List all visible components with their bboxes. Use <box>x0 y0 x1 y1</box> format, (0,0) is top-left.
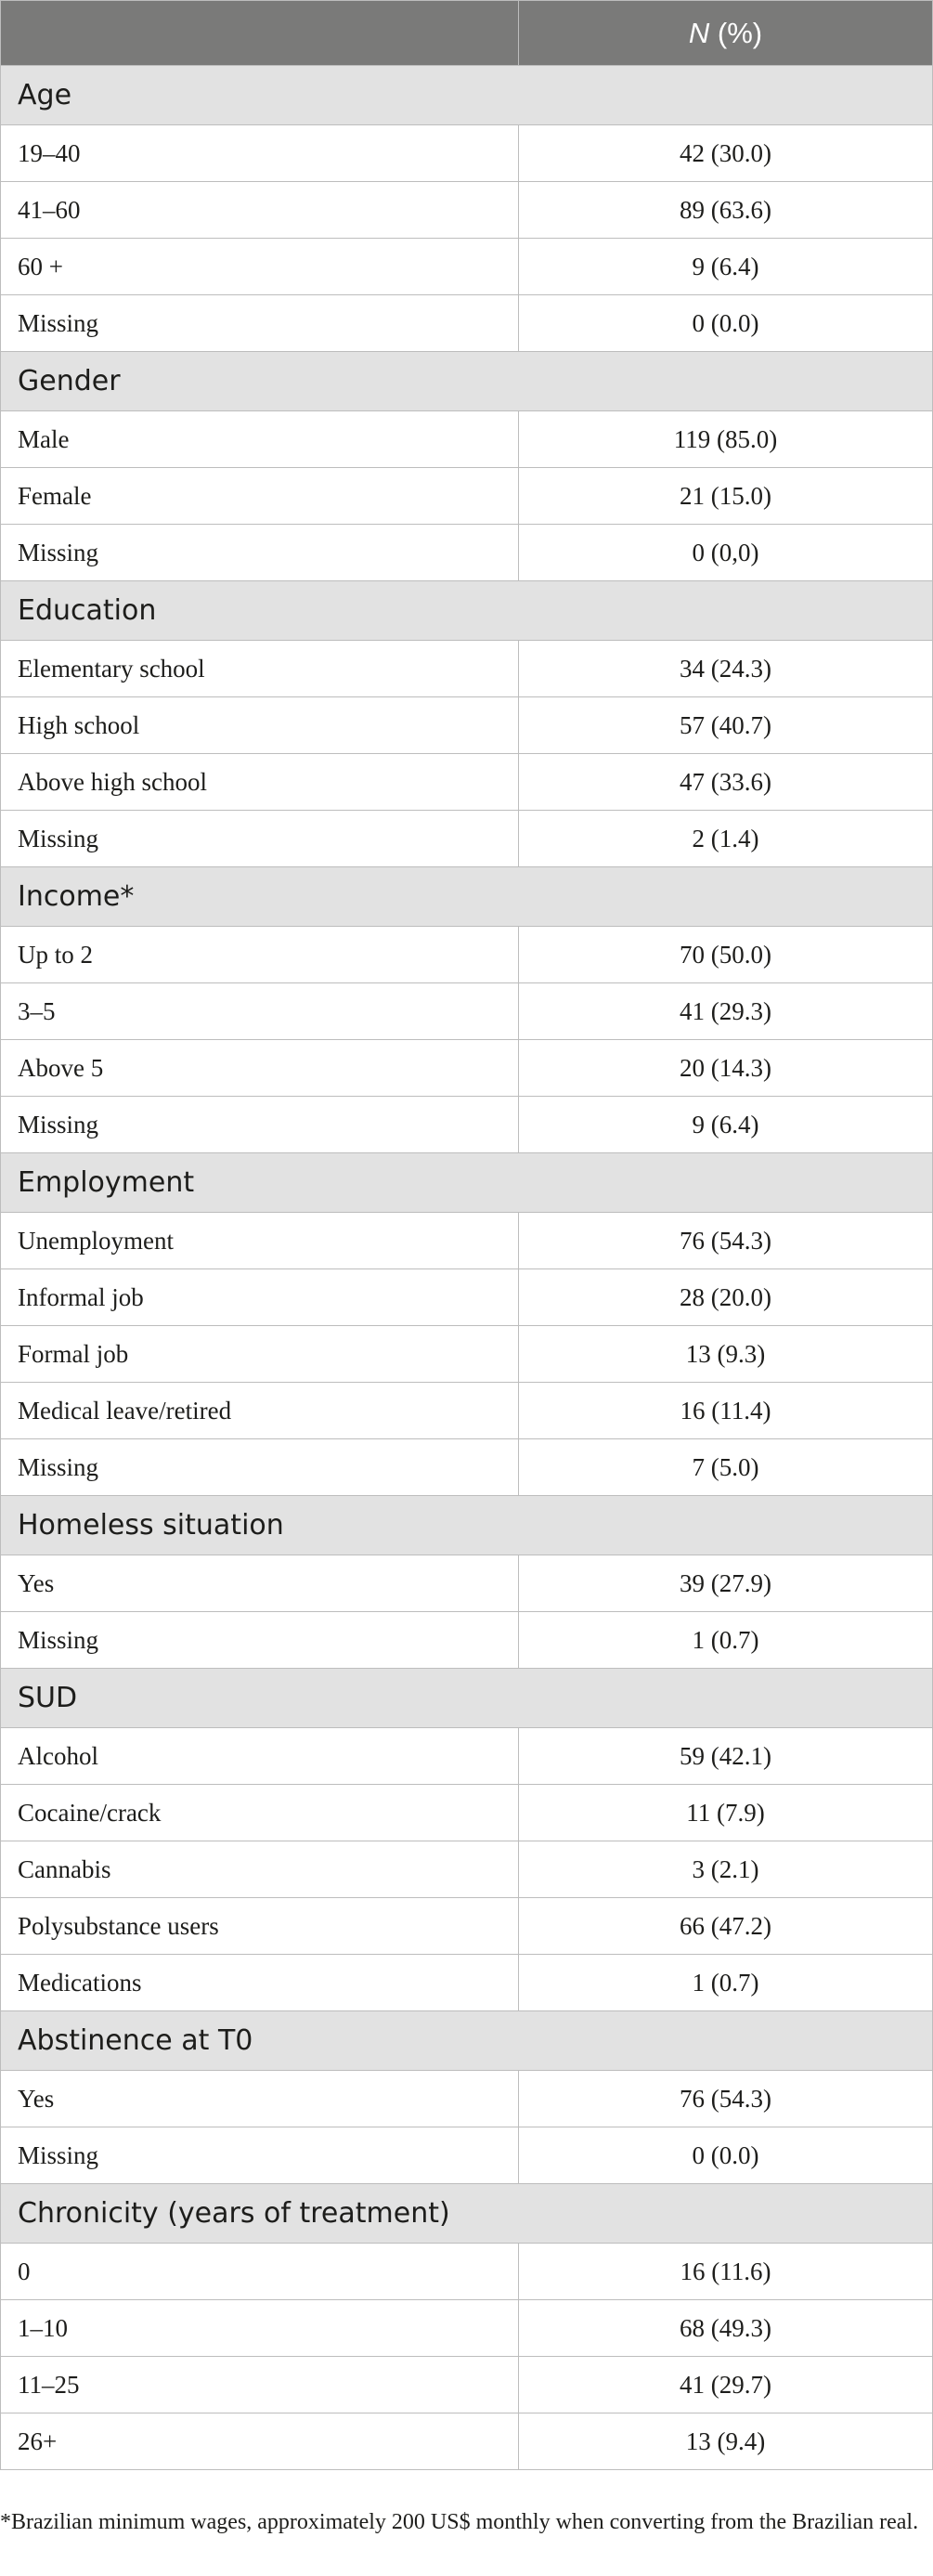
row-value: 0 (0.0) <box>519 2127 933 2184</box>
table-row <box>1 927 933 983</box>
section-title: Income* <box>1 867 933 927</box>
row-label: Medical leave/retired <box>1 1383 519 1439</box>
row-label: 26+ <box>1 2413 519 2470</box>
row-label: Missing <box>1 1439 519 1496</box>
row-value: 2 (1.4) <box>519 811 933 867</box>
row-label: Female <box>1 468 519 525</box>
row-label: Male <box>1 411 519 468</box>
table-header <box>1 1 933 66</box>
table-row <box>1 182 933 239</box>
section-header-row <box>1 1669 933 1728</box>
row-value: 66 (47.2) <box>519 1898 933 1955</box>
row-value: 9 (6.4) <box>519 239 933 295</box>
row-label: Above high school <box>1 754 519 811</box>
table-row <box>1 2300 933 2357</box>
row-label: Missing <box>1 525 519 581</box>
table-row <box>1 2357 933 2413</box>
row-label: 11–25 <box>1 2357 519 2413</box>
header-percent: (%) <box>709 16 763 49</box>
table-row <box>1 1898 933 1955</box>
header-n: N <box>688 16 710 49</box>
row-value: 41 (29.7) <box>519 2357 933 2413</box>
section-header-row <box>1 352 933 411</box>
row-label: Missing <box>1 1612 519 1669</box>
table-row <box>1 1040 933 1097</box>
row-value: 11 (7.9) <box>519 1785 933 1841</box>
row-value: 28 (20.0) <box>519 1269 933 1326</box>
section-title: Homeless situation <box>1 1496 933 1555</box>
row-label: 1–10 <box>1 2300 519 2357</box>
header-n-percent <box>519 1 933 66</box>
row-label: Yes <box>1 1555 519 1612</box>
row-value: 1 (0.7) <box>519 1955 933 2011</box>
table-row <box>1 411 933 468</box>
row-value: 39 (27.9) <box>519 1555 933 1612</box>
row-value: 42 (30.0) <box>519 125 933 182</box>
table-row <box>1 754 933 811</box>
table-row <box>1 2413 933 2470</box>
row-value: 47 (33.6) <box>519 754 933 811</box>
row-value: 0 (0,0) <box>519 525 933 581</box>
row-label: Polysubstance users <box>1 1898 519 1955</box>
row-value: 76 (54.3) <box>519 2071 933 2127</box>
row-value: 13 (9.4) <box>519 2413 933 2470</box>
table-row <box>1 2071 933 2127</box>
table-row <box>1 811 933 867</box>
row-value: 34 (24.3) <box>519 641 933 697</box>
table-row <box>1 1612 933 1669</box>
row-value: 21 (15.0) <box>519 468 933 525</box>
row-label: Alcohol <box>1 1728 519 1785</box>
row-label: Missing <box>1 295 519 352</box>
row-label: Up to 2 <box>1 927 519 983</box>
row-value: 41 (29.3) <box>519 983 933 1040</box>
section-header-row <box>1 2011 933 2071</box>
row-label: Missing <box>1 2127 519 2184</box>
row-value: 16 (11.4) <box>519 1383 933 1439</box>
row-value: 59 (42.1) <box>519 1728 933 1785</box>
row-label: 60 + <box>1 239 519 295</box>
row-label: 41–60 <box>1 182 519 239</box>
table-row <box>1 1841 933 1898</box>
row-label: Formal job <box>1 1326 519 1383</box>
section-title: Age <box>1 66 933 125</box>
row-label: High school <box>1 697 519 754</box>
table-row <box>1 525 933 581</box>
row-value: 7 (5.0) <box>519 1439 933 1496</box>
table-row <box>1 1439 933 1496</box>
row-label: Informal job <box>1 1269 519 1326</box>
table-row <box>1 2127 933 2184</box>
row-label: Cannabis <box>1 1841 519 1898</box>
row-label: Medications <box>1 1955 519 2011</box>
table-row <box>1 1955 933 2011</box>
row-value: 9 (6.4) <box>519 1097 933 1153</box>
table-row <box>1 1555 933 1612</box>
table-row <box>1 2244 933 2300</box>
table-row <box>1 983 933 1040</box>
row-value: 119 (85.0) <box>519 411 933 468</box>
table-row <box>1 641 933 697</box>
table-row <box>1 1269 933 1326</box>
section-header-row <box>1 1496 933 1555</box>
row-value: 13 (9.3) <box>519 1326 933 1383</box>
section-title: Gender <box>1 352 933 411</box>
section-header-row <box>1 1153 933 1213</box>
table-row <box>1 239 933 295</box>
header-blank-cell <box>1 1 519 66</box>
row-label: Missing <box>1 811 519 867</box>
row-label: 0 <box>1 2244 519 2300</box>
section-title: Education <box>1 581 933 641</box>
row-value: 57 (40.7) <box>519 697 933 754</box>
table-row <box>1 1383 933 1439</box>
table-row <box>1 1728 933 1785</box>
row-value: 1 (0.7) <box>519 1612 933 1669</box>
row-label: Missing <box>1 1097 519 1153</box>
section-header-row <box>1 581 933 641</box>
row-value: 16 (11.6) <box>519 2244 933 2300</box>
table-row <box>1 468 933 525</box>
row-value: 68 (49.3) <box>519 2300 933 2357</box>
table-row <box>1 295 933 352</box>
row-value: 89 (63.6) <box>519 182 933 239</box>
row-label: Cocaine/crack <box>1 1785 519 1841</box>
section-header-row <box>1 66 933 125</box>
section-title: Abstinence at T0 <box>1 2011 933 2071</box>
table-row <box>1 1213 933 1269</box>
row-value: 76 (54.3) <box>519 1213 933 1269</box>
footnote: *Brazilian minimum wages, approximately 200 US$ monthly when converting from the Brazilian real. <box>0 2510 919 2534</box>
row-label: 19–40 <box>1 125 519 182</box>
row-label: Elementary school <box>1 641 519 697</box>
table-row <box>1 1326 933 1383</box>
table-row <box>1 125 933 182</box>
row-label: Yes <box>1 2071 519 2127</box>
row-value: 0 (0.0) <box>519 295 933 352</box>
section-header-row <box>1 867 933 927</box>
table-row <box>1 1785 933 1841</box>
row-label: Above 5 <box>1 1040 519 1097</box>
row-value: 3 (2.1) <box>519 1841 933 1898</box>
section-title: Chronicity (years of treatment) <box>1 2184 933 2244</box>
row-value: 20 (14.3) <box>519 1040 933 1097</box>
section-header-row <box>1 2184 933 2244</box>
row-label: 3–5 <box>1 983 519 1040</box>
row-label: Unemployment <box>1 1213 519 1269</box>
row-value: 70 (50.0) <box>519 927 933 983</box>
table-row <box>1 697 933 754</box>
table-body <box>1 66 933 2470</box>
section-title: Employment <box>1 1153 933 1213</box>
section-title: SUD <box>1 1669 933 1728</box>
table-row <box>1 1097 933 1153</box>
